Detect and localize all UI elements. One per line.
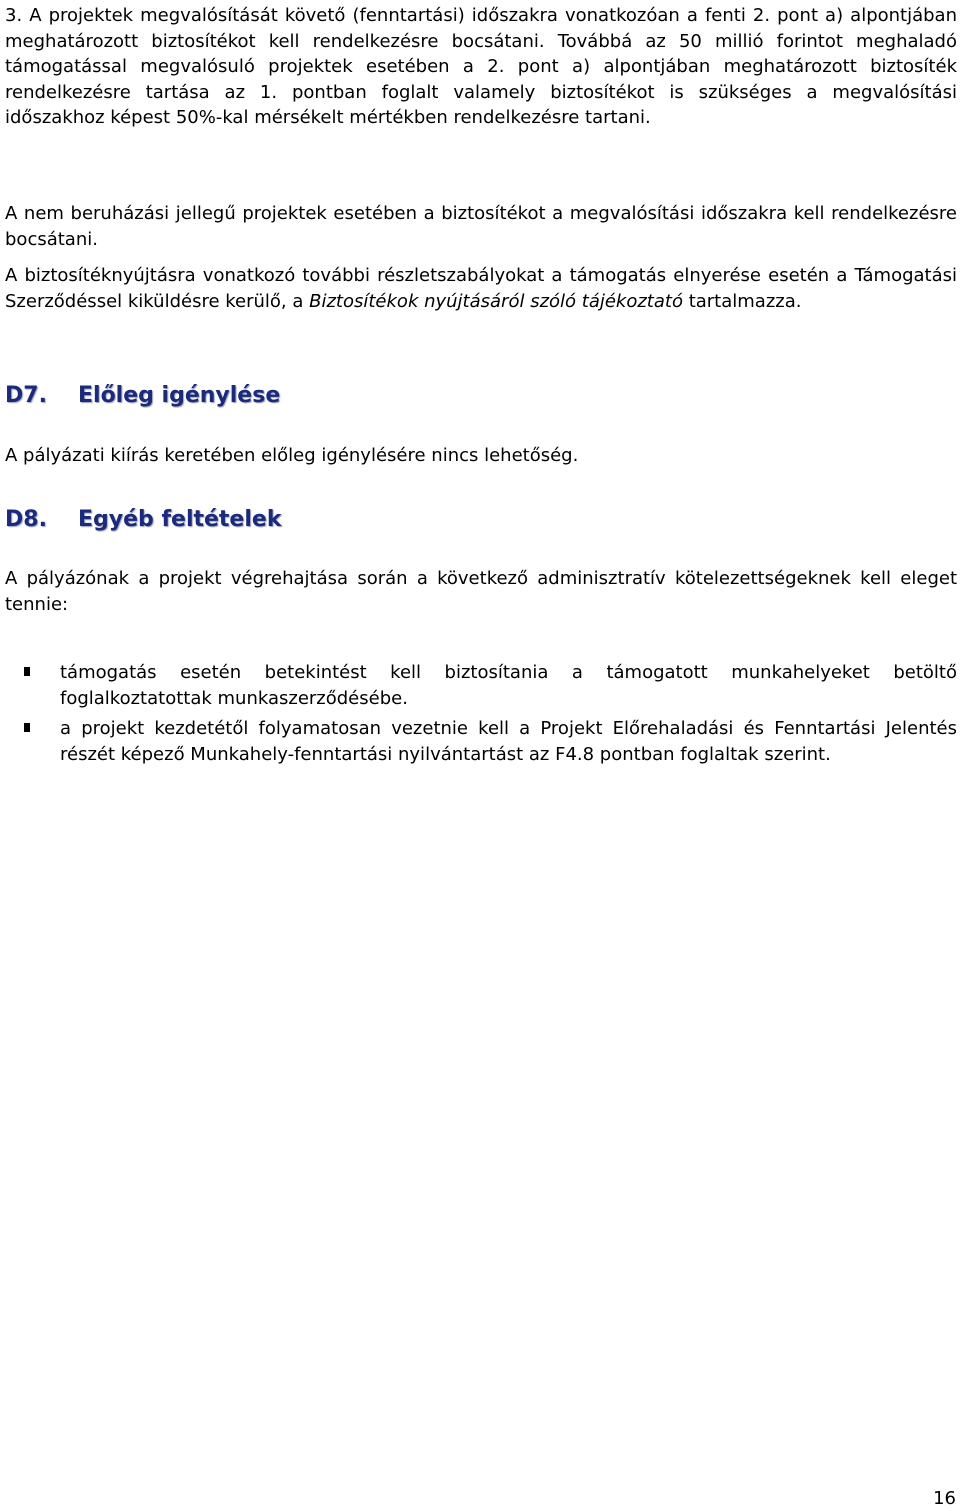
paragraph-guarantee-rules-start: A biztosítéknyújtásra vonatkozó további részletszabályokat a támogatás elnyerése esetén a Támogatási Szerződéssel kiküldésre kerülő, a	[5, 265, 957, 312]
section-number-d8: D8.	[5, 507, 47, 532]
page-number: 16	[933, 1488, 956, 1509]
list-item-text: a projekt kezdetétől folyamatosan vezetnie kell a Projekt Előrehaladási és Fenntartási Jelentés részét képező Munkahely-fenntartási nyilvántartást az F4.8 pontban foglaltak szerint.	[60, 718, 957, 765]
paragraph-guarantee-rules	[5, 263, 957, 314]
section-title-d8: Egyéb feltételek	[78, 507, 282, 532]
list-item	[5, 660, 957, 711]
section-number-d7: D7.	[5, 383, 47, 408]
list-item	[5, 716, 957, 767]
section-title-d7: Előleg igénylése	[78, 383, 281, 408]
paragraph-obligations-intro: A pályázónak a projekt végrehajtása során a következő adminisztratív kötelezettségeknek kell eleget tennie:	[5, 568, 957, 615]
guarantee-guide-title: Biztosítékok nyújtásáról szóló tájékoztató	[309, 290, 683, 312]
paragraph-advance-payment: A pályázati kiírás keretében előleg igénylésére nincs lehetőség.	[5, 445, 579, 466]
paragraph-non-investment: A nem beruházási jellegű projektek esetében a biztosítékot a megvalósítási időszakra kell rendelkezésre bocsátani.	[5, 203, 957, 250]
list-item-text: támogatás esetén betekintést kell biztosítania a támogatott munkahelyeket betöltő foglalkoztatottak munkaszerződésébe.	[60, 662, 957, 709]
section-heading-d8	[5, 507, 281, 532]
obligations-list	[5, 660, 957, 772]
paragraph-guarantee-rules-end: tartalmazza.	[682, 290, 802, 312]
square-bullet-icon	[24, 667, 30, 676]
section-heading-d7	[5, 383, 280, 408]
square-bullet-icon	[24, 723, 30, 732]
paragraph-guarantee-maintenance: 3. A projektek megvalósítását követő (fenntartási) időszakra vonatkozóan a fenti 2. pont a) alpontjában meghatározott biztosítékot kell rendelkezésre bocsátani. Továbbá az 50 millió forintot meghaladó támogatással megvalósuló projektek esetében a 2. pont a) alpontjában meghatározott biztosíték rendelkezésre tartása az 1. pontban foglalt valamely biztosítékot is szükséges a megvalósítási időszakhoz képest 50%-kal mérsékelt mértékben rendelkezésre tartani.	[5, 5, 957, 128]
